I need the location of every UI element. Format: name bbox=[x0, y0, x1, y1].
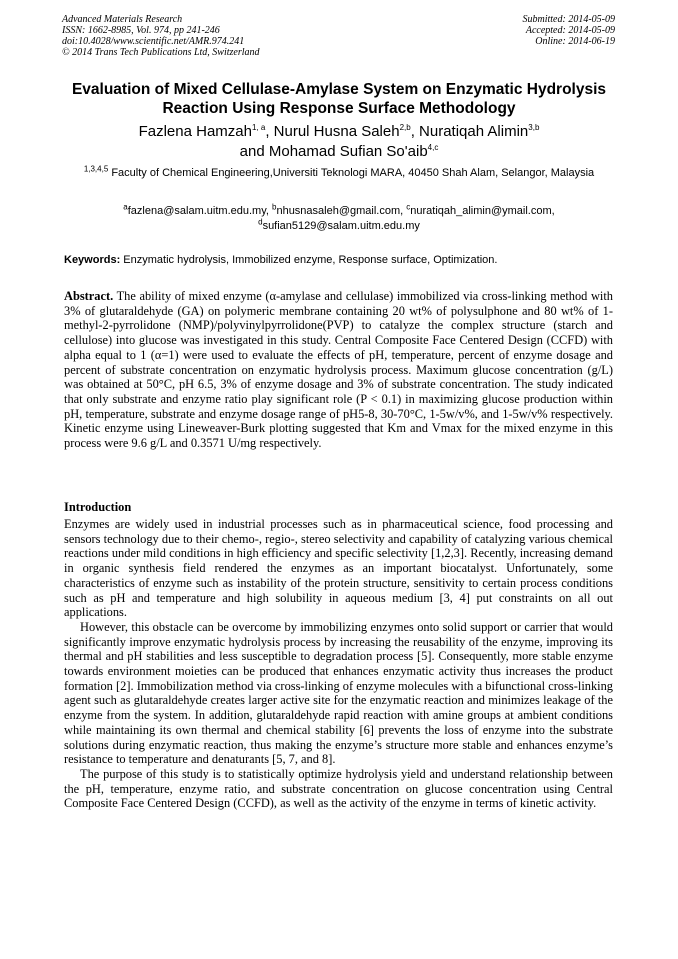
introduction-body bbox=[64, 517, 613, 811]
email-sup: c bbox=[406, 202, 411, 212]
paragraph: The purpose of this study is to statistically optimize hydrolysis yield and understand relationship between the pH, temperature, enzyme ratio, and substrate concentration on glucose concentration using Central Composite Face Centered Design (CCFD), as well as the activity of the enzyme in terms of kinetic activity. bbox=[64, 766, 613, 811]
online-date: Online: 2014-06-19 bbox=[535, 36, 615, 47]
abstract bbox=[64, 289, 613, 451]
author-list bbox=[60, 122, 618, 162]
affiliation-text: Faculty of Chemical Engineering,Universiti Teknologi MARA, 40450 Shah Alam, Selangor, Malaysia bbox=[108, 167, 595, 179]
paper-title: Evaluation of Mixed Cellulase-Amylase System on Enzymatic Hydrolysis Reaction Using Response Surface Methodology bbox=[71, 81, 607, 117]
journal-doi: doi:10.4028/www.scientific.net/AMR.974.241 bbox=[62, 36, 245, 47]
email-sup: a bbox=[123, 202, 128, 212]
email-link[interactable]: fazlena@salam.uitm.edu.my, bbox=[127, 205, 272, 217]
author-name: Fazlena Hamzah bbox=[138, 123, 252, 140]
journal-issn: ISSN: 1662-8985, Vol. 974, pp 241-246 bbox=[62, 25, 220, 36]
email-link[interactable]: nuratiqah_alimin@ymail.com, bbox=[410, 205, 555, 217]
journal-name: Advanced Materials Research bbox=[62, 14, 183, 25]
author-sep: , bbox=[410, 123, 420, 140]
author-name: Mohamad Sufian So'aib bbox=[268, 143, 428, 160]
keywords-text: Enzymatic hydrolysis, Immobilized enzyme, Response surface, Optimization. bbox=[120, 254, 498, 266]
abstract-label: Abstract. bbox=[64, 289, 114, 303]
abstract-text: The ability of mixed enzyme (α-amylase and cellulase) immobilized via cross-linking method with 3% of glutaraldehyde (GA) on polymeric membrane containing 20 wt% of polysulphone and 80 wt% of 1-methyl-2-pyrrolidone (NMP)/polyvinylpyrrolidone(PVP) to catalyze the complex structure (starch and cellulose) into glucose was investigated in this study. Central Composite Face Centered Design (CCFD) with alpha equal to 1 (α=1) were used to evaluate the effects of pH, temperature, percent of enzyme dosage and percent of substrate concentration on enzymatic hydrolysis process. Maximum glucose concentration (g/L) was obtained at 50°C, pH 6.5, 3% of enzyme dosage and 3% of substrate concentration. The study indicated that only substrate and enzyme ratio play significant role (P < 0.1) in maximizing glucose production within pH, temperature, substrate and enzyme dosage range of pH5-8, 30-70°C, 1-5w/v%, and 1-5w/v% respectively. Kinetic enzyme using Lineweaver-Burk plotting suggested that Km and Vmax for the mixed enzyme in this process were 9.6 g/L and 0.3571 U/mg respectively. bbox=[64, 289, 613, 451]
journal-copyright: © 2014 Trans Tech Publications Ltd, Switzerland bbox=[62, 47, 260, 58]
keywords bbox=[64, 253, 619, 267]
paragraph: Enzymes are widely used in industrial processes such as in pharmaceutical science, food processing and sensors technology due to their chemo-, regio-, stereo selectivity and capability of catalyzing various chemical reactions under mild conditions in high efficiency and specific selectivity [1,2,3]. Recently, increasing demand in organic synthesis field rendered the enzymes as an important biocatalyst. Unfortunately, some characteristics of enzyme such as instability of the protein structure, sensitivity to certain process conditions such as pH and temperature and high solubility in aqueous medium [3, 4] put constraints on all out applications. bbox=[64, 517, 613, 620]
email-link[interactable]: nhusnasaleh@gmail.com, bbox=[276, 205, 407, 217]
accepted-date: Accepted: 2014-05-09 bbox=[525, 25, 615, 36]
author-name: Nurul Husna Saleh bbox=[273, 123, 400, 140]
author-emails bbox=[60, 204, 618, 233]
author-sep: and bbox=[239, 143, 269, 160]
author-name: Nuratiqah Alimin bbox=[419, 123, 529, 140]
keywords-label: Keywords: bbox=[64, 254, 121, 266]
affiliation bbox=[60, 166, 618, 181]
email-sup: b bbox=[272, 202, 277, 212]
author-sup: 3,b bbox=[528, 123, 540, 132]
author-sup: 4,c bbox=[427, 143, 439, 152]
introduction-heading: Introduction bbox=[64, 500, 132, 514]
author-sup: 2,b bbox=[399, 123, 411, 132]
email-sup: d bbox=[258, 216, 263, 226]
affiliation-sup: 1,3,4,5 bbox=[83, 164, 109, 174]
journal-header-right bbox=[395, 14, 615, 47]
journal-header-left bbox=[62, 14, 362, 58]
author-sup: 1, a bbox=[251, 123, 266, 132]
author-sep: , bbox=[265, 123, 274, 140]
email-link[interactable]: sufian5129@salam.uitm.edu.my bbox=[262, 219, 420, 232]
submitted-date: Submitted: 2014-05-09 bbox=[522, 14, 615, 25]
paragraph: However, this obstacle can be overcome by immobilizing enzymes onto solid support or carrier that would significantly improve enzymatic hydrolysis process by increasing the reusability of the enzyme, improving its thermal and pH stabilities and less susceptible to degradation process [5]. Consequently, more stable enzyme towards environment moieties can be produced that enhances enzymatic activity thus increases the product formation [2]. Immobilization method via cross-linking of enzyme molecules with a bifunctional cross-linking agent such as glutaraldehyde creates larger active site for the enzymatic reaction and minimizes leakage of the enzyme from the system. In addition, glutaraldehyde rapid reaction with amine groups at ambient conditions while maintaining its own thermal and chemical stability [6] prevents the loss of enzyme into the substrate solutions during enzymatic reaction, thus making the enzyme’s structure more stable and enhances enzyme’s resistance to temperature and denaturants [5, 7, and 8]. bbox=[64, 619, 613, 767]
